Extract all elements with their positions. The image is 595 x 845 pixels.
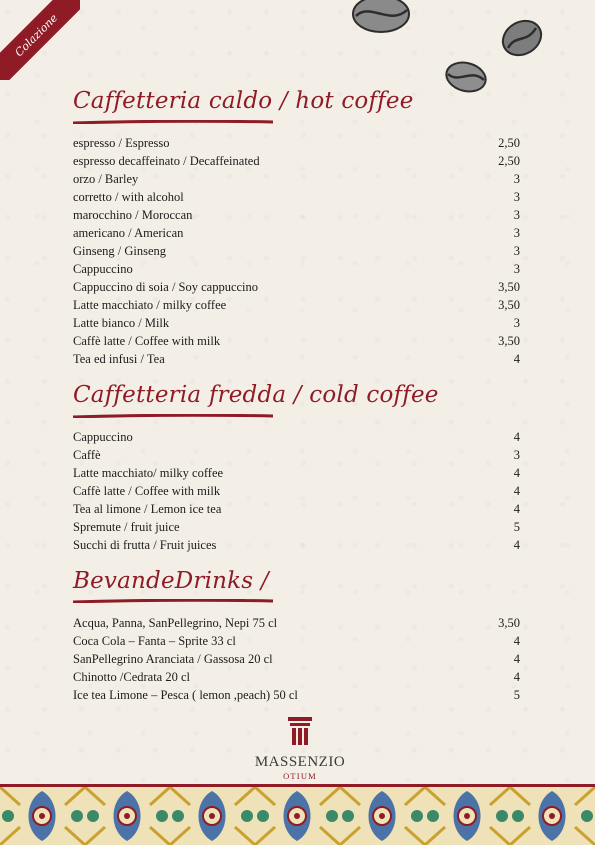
- section-title-hot-coffee: Caffetteria caldo / hot coffee: [73, 88, 414, 114]
- brand-logo: [240, 717, 360, 781]
- brand-name: MASSENZIO: [254, 754, 346, 770]
- list-item: Ginseng / Ginseng 3: [73, 244, 520, 258]
- list-item: corretto / with alcohol 3: [73, 190, 520, 204]
- list-item: Cappuccino 4: [73, 430, 520, 444]
- drinks-list: [73, 614, 520, 704]
- list-item: Spremute / fruit juice 5: [73, 520, 520, 534]
- list-item: Chinotto /Cedrata 20 cl 4: [73, 670, 520, 684]
- list-item: Latte bianco / Milk 3: [73, 316, 520, 330]
- list-item: Caffè 3: [73, 448, 520, 462]
- section-title-drinks: BevandeDrinks /: [73, 568, 269, 594]
- list-item: Acqua, Panna, SanPellegrino, Nepi 75 cl 3,50: [73, 616, 520, 630]
- title-underline: [73, 414, 273, 418]
- list-item: SanPellegrino Aranciata / Gassosa 20 cl 4: [73, 652, 520, 666]
- list-item: Succhi di frutta / Fruit juices 4: [73, 538, 520, 552]
- list-item: Tea al limone / Lemon ice tea 4: [73, 502, 520, 516]
- title-underline: [73, 120, 273, 124]
- list-item: espresso decaffeinato / Decaffeinated 2,50: [73, 154, 520, 168]
- decorative-tile-border: [0, 784, 595, 845]
- title-underline: [73, 599, 273, 603]
- cold-coffee-list: [73, 428, 520, 554]
- list-item: Latte macchiato/ milky coffee 4: [73, 466, 520, 480]
- list-item: orzo / Barley 3: [73, 172, 520, 186]
- list-item: Ice tea Limone – Pesca ( lemon ,peach) 50 cl 5: [73, 688, 520, 702]
- corner-ribbon: [0, 0, 80, 80]
- list-item: espresso / Espresso 2,50: [73, 136, 520, 150]
- list-item: Tea ed infusi / Tea 4: [73, 352, 520, 366]
- list-item: marocchino / Moroccan 3: [73, 208, 520, 222]
- column-logo-icon: [288, 717, 312, 747]
- brand-subtitle: OTIUM: [283, 771, 317, 781]
- list-item: Caffè latte / Coffee with milk 4: [73, 484, 520, 498]
- coffee-bean-icon: [350, 0, 412, 36]
- tile-pattern-icon: [0, 787, 595, 845]
- hot-coffee-list: [73, 134, 520, 368]
- coffee-bean-icon: [498, 18, 546, 58]
- coffee-bean-icon: [443, 58, 489, 96]
- list-item: Caffè latte / Coffee with milk 3,50: [73, 334, 520, 348]
- list-item: Coca Cola – Fanta – Sprite 33 cl 4: [73, 634, 520, 648]
- list-item: Cappuccino di soia / Soy cappuccino 3,50: [73, 280, 520, 294]
- ribbon-label: Colazione: [12, 11, 60, 59]
- list-item: americano / American 3: [73, 226, 520, 240]
- section-title-cold-coffee: Caffetteria fredda / cold coffee: [73, 382, 439, 408]
- list-item: Cappuccino 3: [73, 262, 520, 276]
- list-item: Latte macchiato / milky coffee 3,50: [73, 298, 520, 312]
